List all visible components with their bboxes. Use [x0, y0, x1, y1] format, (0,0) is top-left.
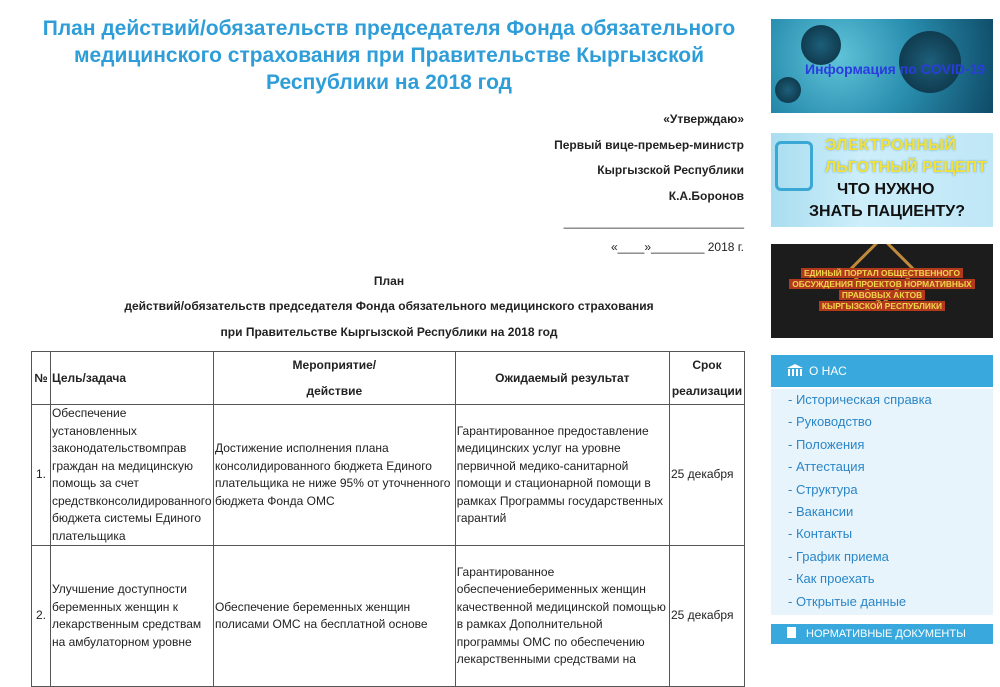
approval-line-4: К.А.Боронов	[668, 188, 744, 203]
row-goal: Обеспечение установленных законодательствомправ граждан на медицинскую помощь за счет средствконсолидированного бюджета системы Единого плательщика	[50, 405, 213, 546]
public-discussion-banner[interactable]	[771, 244, 993, 338]
plan-heading-line-1: План	[373, 273, 405, 288]
approval-line-3: Кыргызской Республики	[597, 163, 744, 177]
header-term	[669, 352, 744, 405]
portal-line-4: КЫРГЫЗСКОЙ РЕСПУБЛИКИ	[819, 301, 945, 311]
row-term: 25 декабря	[669, 405, 744, 546]
table-header-row	[32, 352, 745, 405]
main-content	[28, 0, 750, 687]
header-term-line-1: Срок	[692, 358, 722, 372]
covid-banner-text: Информация по COVID-19	[805, 61, 986, 77]
e-prescription-line-2: ЛЬГОТНЫЙ РЕЦЕПТ	[825, 159, 987, 176]
row-term: 25 декабря	[669, 546, 744, 687]
document-icon	[787, 627, 796, 638]
plan-heading-line-2: действий/обязательств председателя Фонда обязательного медицинского страхования	[124, 299, 654, 313]
e-prescription-line-1: ЭЛЕКТРОННЫЙ	[825, 137, 957, 154]
plan-heading	[28, 269, 750, 346]
plan-heading-line-3: при Правительстве Кыргызской Республики на 2018 год	[220, 324, 558, 339]
row-num: 2.	[32, 546, 51, 687]
docs-title: НОРМАТИВНЫЕ ДОКУМЕНТЫ	[806, 628, 966, 640]
approval-line-2: Первый вице-премьер-министр	[554, 137, 744, 152]
virus-icon	[801, 25, 841, 65]
approval-date: «____»________ 2018 г.	[610, 240, 744, 254]
about-link-regulations[interactable]: - Положения	[788, 436, 865, 452]
header-action	[213, 352, 455, 405]
header-action-line-1: Мероприятие/	[292, 358, 377, 372]
covid-banner[interactable]	[771, 19, 993, 113]
row-num: 1.	[32, 405, 51, 546]
portal-line-1: ЕДИНЫЙ ПОРТАЛ ОБЩЕСТВЕННОГО	[801, 268, 963, 278]
page-title: План действий/обязательств председателя Фонда обязательного медицинского страхования при Правительстве Кыргызской Республики на 2018 год	[42, 17, 736, 94]
portal-line-2: ОБСУЖДЕНИЯ ПРОЕКТОВ НОРМАТИВНЫХ	[789, 279, 974, 289]
table-row	[32, 405, 745, 546]
e-prescription-line-3: ЧТО НУЖНО	[837, 181, 935, 198]
about-link-directions[interactable]: - Как проехать	[788, 571, 875, 587]
virus-icon	[775, 77, 801, 103]
document-icon	[775, 141, 813, 191]
about-link-structure[interactable]: - Структура	[788, 481, 858, 497]
about-link-vacancies[interactable]: - Вакансии	[788, 503, 854, 519]
building-icon	[787, 364, 803, 376]
header-term-line-2: реализации	[671, 384, 743, 398]
approval-line-1: «Утверждаю»	[663, 112, 744, 126]
row-action: Достижение исполнения плана консолидированного бюджета Единого плательщика не ниже 95% от уточненного бюджета Фонда ОМС	[213, 405, 455, 546]
about-menu	[771, 389, 993, 615]
signature-line: ___________________________	[563, 215, 744, 229]
row-goal: Улучшение доступности беременных женщин к лекарственным средствам на амбулаторном уровне	[50, 546, 213, 687]
portal-line-3: ПРАВОВЫХ АКТОВ	[839, 290, 925, 300]
about-link-history[interactable]: - Историческая справка	[788, 392, 932, 407]
about-section-header	[771, 355, 993, 387]
header-result: Ожидаемый результат	[455, 352, 669, 405]
public-discussion-text	[771, 268, 993, 312]
e-prescription-banner[interactable]	[771, 133, 993, 227]
about-link-management[interactable]: - Руководство	[788, 414, 872, 430]
header-action-line-2: действие	[306, 384, 363, 398]
table-row	[32, 546, 745, 687]
header-num: №	[32, 352, 51, 405]
e-prescription-line-4: ЗНАТЬ ПАЦИЕНТУ?	[809, 203, 966, 220]
about-link-schedule[interactable]: - График приема	[788, 548, 889, 564]
row-result: Гарантированное предоставление медицинских услуг на уровне первичной медико-санитарной помощи и стационарной помощи в рамках Программы государственных гарантий	[455, 405, 669, 546]
approval-block	[28, 107, 750, 261]
about-link-attestation[interactable]: - Аттестация	[788, 459, 865, 475]
docs-section-header[interactable]	[771, 624, 993, 644]
about-link-contacts[interactable]: - Контакты	[788, 526, 853, 542]
header-goal: Цель/задача	[50, 352, 213, 405]
row-result: Гарантированное обеспечениеберименных женщин качественной медицинской помощью в рамках Дополнительной программы ОМС по обеспечению лекарственными средствами на	[455, 546, 669, 687]
about-title: О НАС	[809, 364, 847, 378]
about-link-open-data[interactable]: - Открытые данные	[788, 593, 907, 609]
row-action: Обеспечение беременных женщин полисами ОМС на бесплатной основе	[213, 546, 455, 687]
